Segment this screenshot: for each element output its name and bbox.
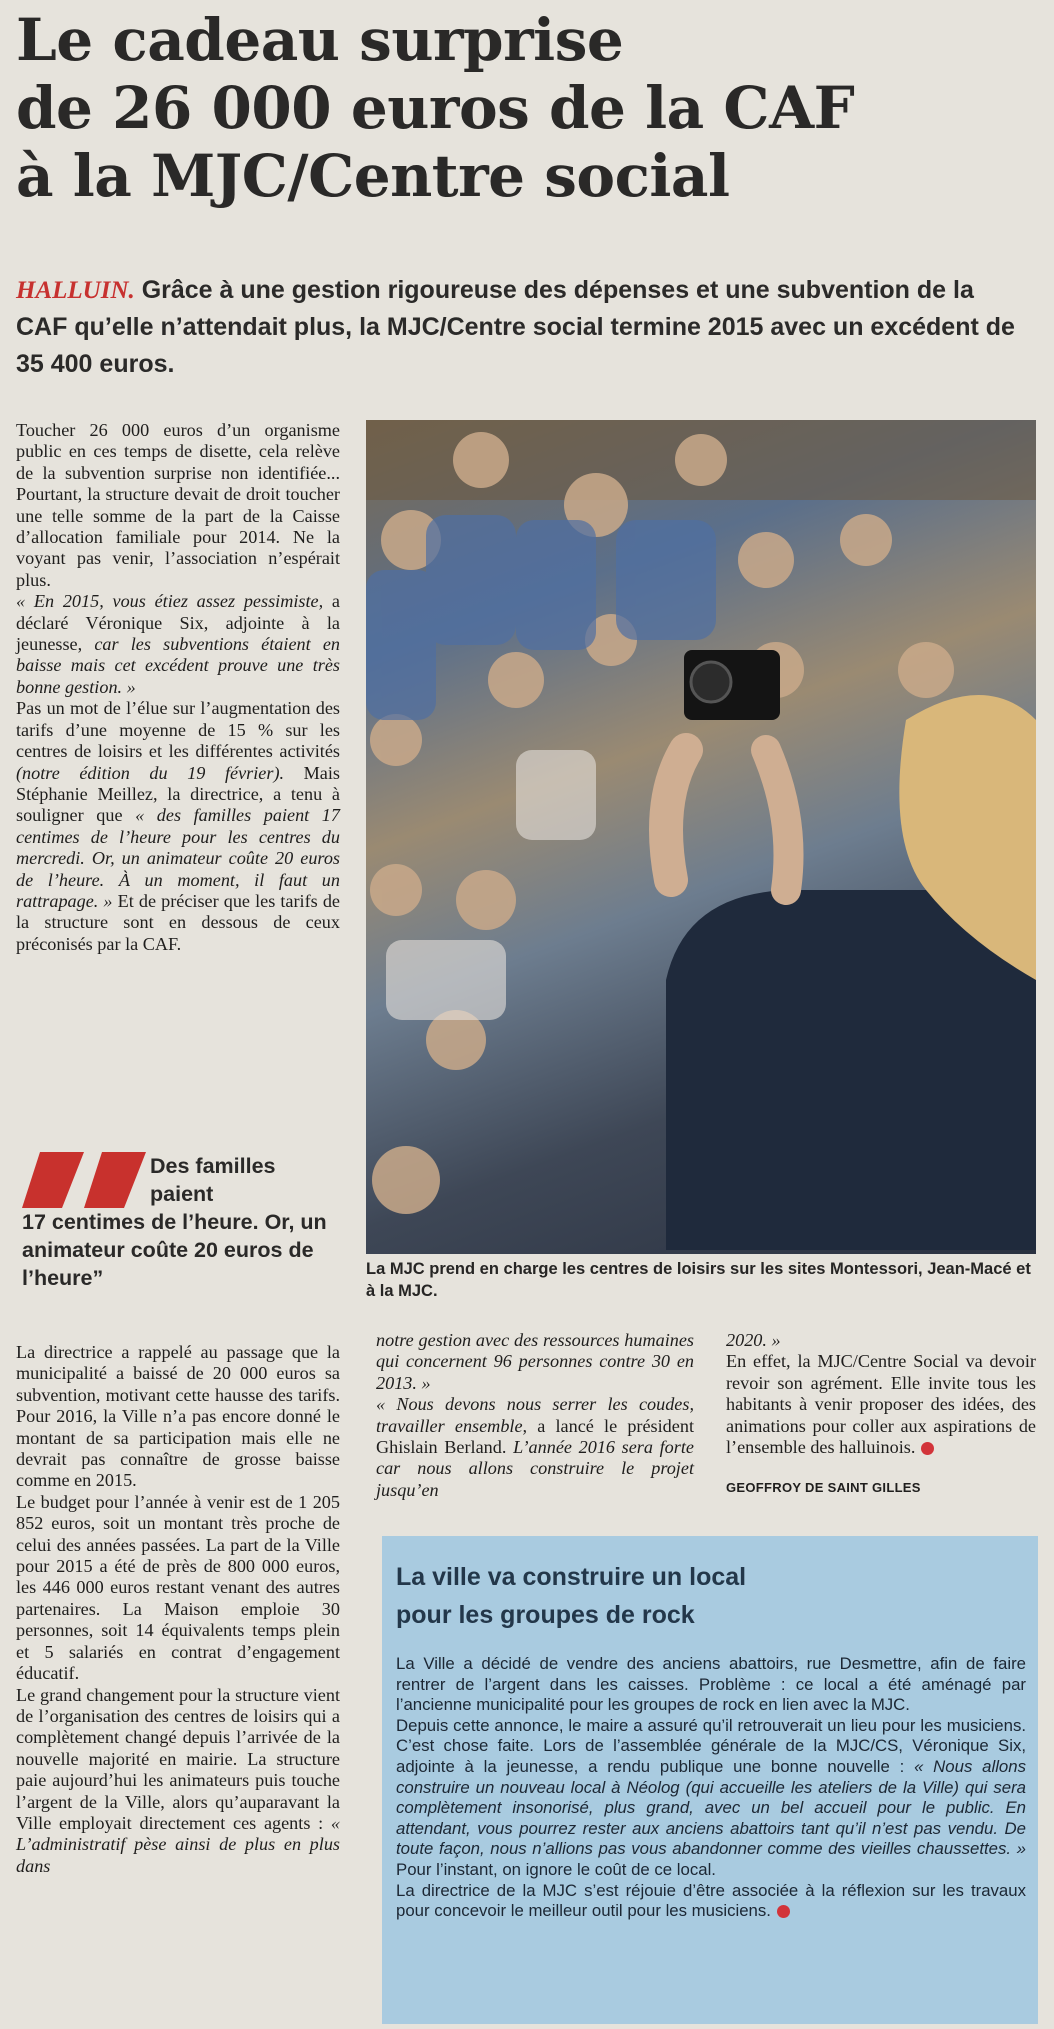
pull-quote-line-1: Des familles: [150, 1154, 276, 1178]
headline: [16, 6, 1036, 210]
quote-text: L’année 2016 sera forte car nous allons construire le projet jusqu’en: [376, 1437, 694, 1500]
photo-illustration: [366, 420, 1036, 1254]
photo-caption: La MJC prend en charge les centres de loisirs sur les sites Montessori, Jean-Macé et à la MJC.: [366, 1260, 1031, 1300]
box-paragraph-3: [396, 1881, 1026, 1922]
body-text: Le grand changement pour la structure vient de l’organisation des centres de loisirs qui a complètement changé depuis l’arrivée de la nouvelle majorité en mairie. La structure paie aujourd’hui les animateurs puis touche l’argent de la Ville, alors qu’auparavant la Ville employait directement ces agents :: [16, 1684, 340, 1833]
col1b-paragraph-3: [16, 1685, 340, 1878]
quote-text: « En 2015, vous étiez assez pessimiste,: [16, 591, 324, 612]
sidebar-box: [382, 1536, 1038, 2024]
body-text: a déclaré Véronique Six, adjointe à la jeunesse,: [16, 591, 340, 655]
col1-paragraph-3: [16, 698, 340, 955]
col1-paragraph-1: Toucher 26 000 euros d’un organisme public en ces temps de disette, cela relève de la subvention surprise non identifiée... Pourtant, la structure devait de droit toucher une telle somme de la part de la Caisse d’allocation familiale pour 2014. Ne la voyant pas venir, l’association n’espérait plus.: [16, 420, 340, 590]
quote-text: notre gestion avec des ressources humaines qui concernent 96 personnes contre 30 en 2013. »: [376, 1330, 694, 1393]
lead-text: Grâce à une gestion rigoureuse des dépenses et une subvention de la CAF qu’elle n’attendait plus, la MJC/Centre social termine 2015 avec un excédent de 35 400 euros.: [16, 276, 1015, 378]
quote-text: « L’administratif pèse ainsi de plus en plus dans: [16, 1812, 340, 1876]
col2-paragraph-2: [376, 1394, 694, 1501]
headline-line-3: à la MJC/Centre social: [16, 142, 730, 210]
col3-paragraph-1: [726, 1330, 1036, 1351]
article-column-3: [726, 1330, 1036, 1458]
box-title-line-1: La ville va construire un local: [396, 1563, 747, 1591]
article-column-1: [16, 420, 340, 955]
box-paragraph-1: La Ville a décidé de vendre des anciens abattoirs, rue Desmettre, afin de faire rentrer de l’argent dans les caisses. Problème : ce local a été aménagé par l’ancienne municipalité pour les groupes de rock en lien avec la MJC.: [396, 1654, 1026, 1715]
body-text: Pour l’instant, on ignore le coût de ce local.: [396, 1859, 716, 1879]
body-text: Depuis cette annonce, le maire a assuré qu’il retrouverait un lieu pour les musiciens. C’est chose faite. Lors de l’assemblée générale de la MJC/CS, Véronique Six, adjointe à la jeunesse, a rendu publique une bonne nouvelle :: [396, 1715, 1026, 1776]
article-column-1-continued: [16, 1342, 340, 1877]
end-mark-icon: [921, 1442, 934, 1455]
quote-text: 2020. »: [726, 1330, 781, 1350]
col2-paragraph-1: [376, 1330, 694, 1394]
col1b-paragraph-1: La directrice a rappelé au passage que la municipalité a baissé de 20 000 euros sa subvention, motivant cette hausse des tarifs. Pour 2016, la Ville n’a pas encore donné le montant de sa participation mais elle ne devrait pas connaître de grosse baisse comme en 2015.: [16, 1342, 340, 1491]
box-body: [396, 1654, 1026, 1922]
body-text: Mais Stéphanie Meillez, la directrice, a tenu à souligner que: [16, 762, 340, 826]
headline-line-2: de 26 000 euros de la CAF: [16, 74, 855, 142]
body-text: En effet, la MJC/Centre Social va devoir revoir son agrément. Elle invite tous les habitants à venir proposer des idées, des animations pour coller aux aspirations de l’ensemble des halluinois.: [726, 1351, 1036, 1458]
lead-paragraph: [16, 272, 1026, 383]
headline-line-1: Le cadeau surprise: [16, 6, 624, 74]
box-title: [396, 1558, 1016, 1634]
body-text: a lancé le président Ghislain Berland.: [376, 1415, 694, 1458]
quote-text: « des familles paient 17 centimes de l’heure pour les centres du mercredi. Or, un animateur coûte 20 euros de l’heure. À un moment, il faut un rattrapage. »: [16, 805, 340, 911]
lead-kicker: HALLUIN.: [16, 277, 135, 304]
article-photo: [366, 420, 1036, 1254]
quote-text: « Nous devons nous serrer les coudes, travailler ensemble,: [376, 1394, 694, 1436]
col1-paragraph-2: [16, 591, 340, 698]
pull-quote-rest: 17 centimes de l’heure. Or, un animateur coûte 20 euros de l’heure”: [22, 1210, 327, 1290]
article-column-2: [376, 1330, 694, 1501]
pull-quote-line-2: paient: [150, 1182, 214, 1206]
body-text: La directrice de la MJC s’est réjouie d’être associée à la réflexion sur les travaux pour concevoir le meilleur outil pour les musiciens.: [396, 1880, 1026, 1921]
quote-text: car les subventions étaient en baisse mais cet excédent prouve une très bonne gestion. »: [16, 634, 340, 697]
box-title-line-2: pour les groupes de rock: [396, 1601, 695, 1629]
col3-paragraph-2: [726, 1351, 1036, 1458]
body-text: Pas un mot de l’élue sur l’augmentation des tarifs d’une moyenne de 15 % sur les centres de loisirs et les différentes activités: [16, 698, 340, 762]
byline: GEOFFROY DE SAINT GILLES: [726, 1480, 921, 1495]
box-paragraph-2: [396, 1716, 1026, 1881]
col1b-paragraph-2: Le budget pour l’année à venir est de 1 205 852 euros, soit un montant très proche de celui des années passées. La part de la Ville pour 2015 a été de près de 800 000 euros, les 446 000 euros restant venant des autres partenaires. La Maison emploie 30 personnes, soit 14 équivalents temps plein et 5 salariés en contrat d’engagement éducatif.: [16, 1491, 340, 1684]
reference-text: (notre édition du 19 février).: [16, 762, 285, 783]
pull-quote: [22, 1152, 352, 1292]
end-mark-icon: [777, 1905, 790, 1918]
body-text: Et de préciser que les tarifs de la structure sont en dessous de ceux préconisés par la CAF.: [16, 890, 340, 954]
quote-text: « Nous allons construire un nouveau local à Néolog (qui accueille les ateliers de la Ville) qui sera complètement insonorisé, plus grand, avec un bel accueil pour le public. En attendant, vous pourrez rester aux anciens abattoirs tant qu’il n’est pas vendu. De toute façon, nous n’allions pas vous abandonner comme des vieilles chaussettes. »: [396, 1756, 1026, 1859]
